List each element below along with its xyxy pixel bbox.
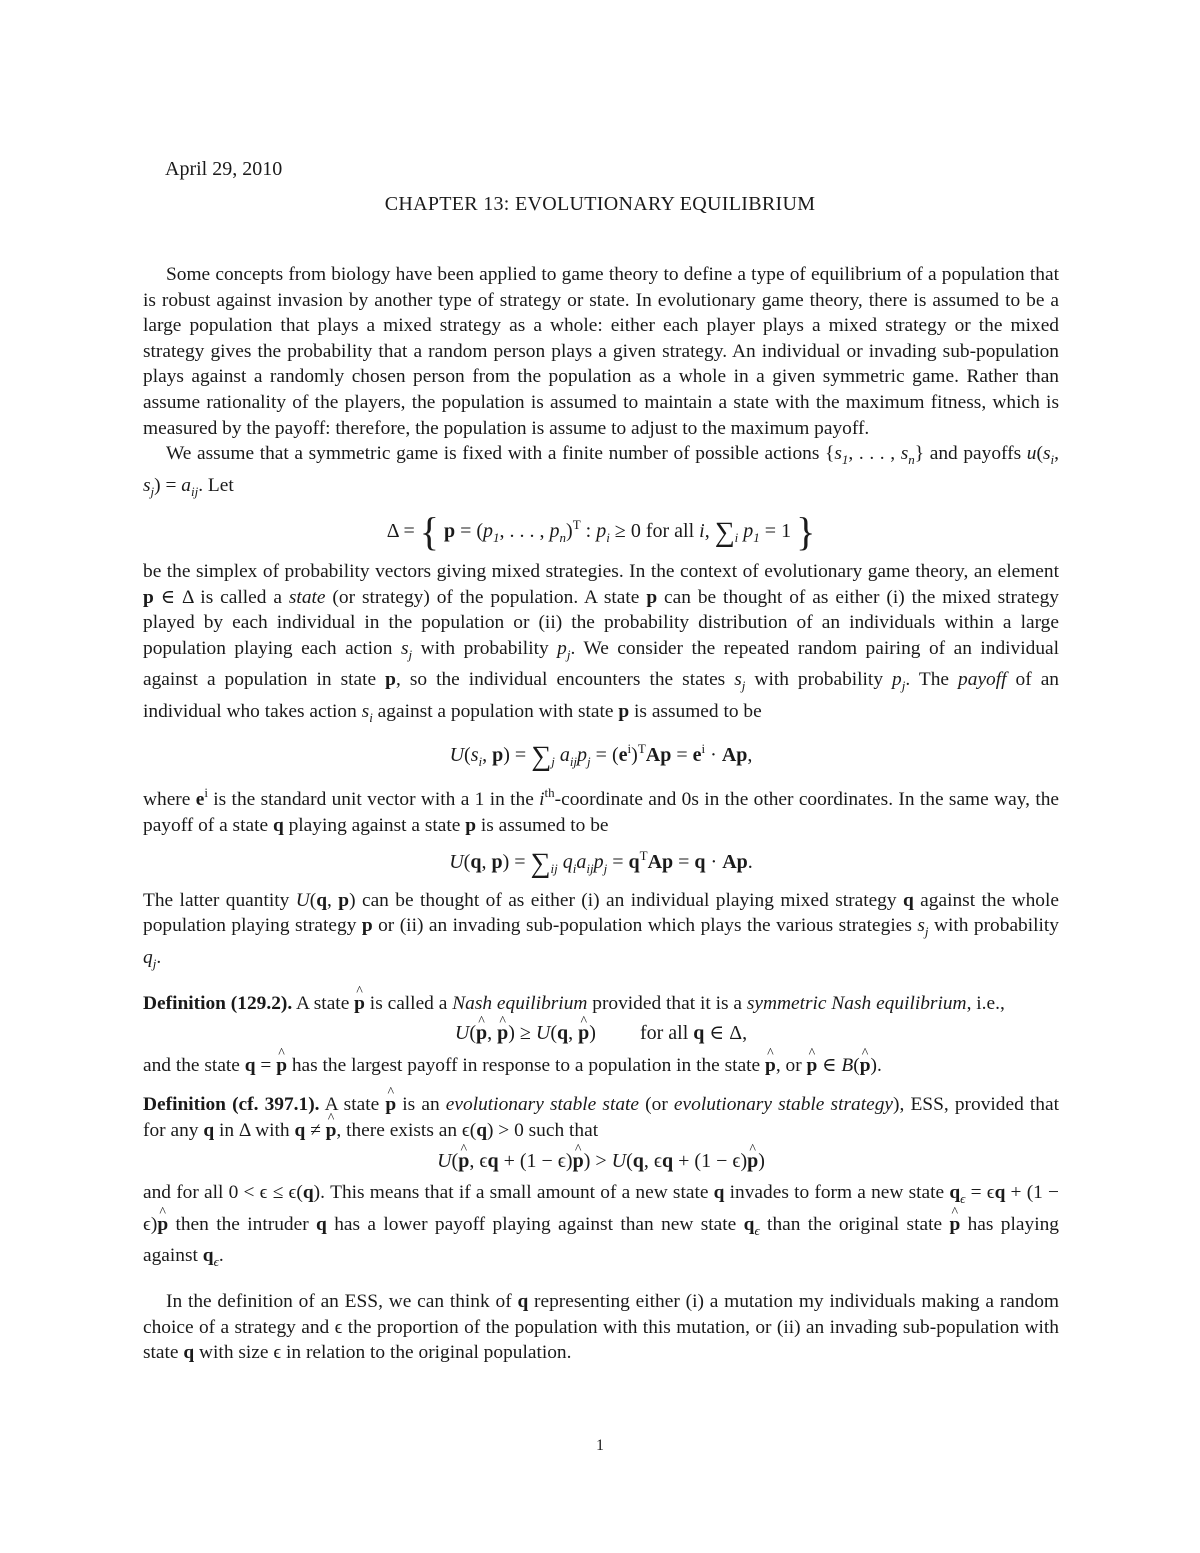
equation-payoff-individual: $U(s_i$, $p) = \sum_j$ $a_{ij}p_j = (e^i)^TAp = e^i \cdot Ap$,: [449, 740, 753, 772]
paragraph-symmetric-game: We assume that a symmetric game is fixed with a finite number of possible actions {$s_1$, . . . , $s_n$} and payoffs $u(s_i$, $s_j) = a_{ij}$. Let: [143, 443, 1059, 499]
document-date: April 29, 2010: [165, 158, 283, 180]
paragraph-unit-vector: where $e^i$ is the standard unit vector with a 1 in the $i^{th}$-coordinate and 0s in the other coordinates. In the same way, the payoff of a state q playing against a state p is assumed to be: [143, 785, 1060, 836]
equation-simplex: Δ = { $p = (p_1$, . . . , $p_n)^T$ : $p_i \ge 0$ for all i, $\sum_i$ $p_1 = 1$ }: [386, 509, 816, 555]
paragraph-latter-quantity: The latter quantity U(q, p) can be thought of as either (i) an individual playing mixed strategy q against the whole population playing strategy p or (ii) an invading sub-population which plays the various strategies $s_j$ with probability $q_j$.: [143, 889, 1059, 972]
equation-ess: U(p ^, ϵq + (1 − ϵ)p ^) > U(q, ϵq + (1 − ϵ)p ^): [143, 1149, 1059, 1175]
paragraph-simplex: be the simplex of probability vectors giving mixed strategies. In the context of evolutionary game theory, an element p ∈ Δ is called a state (or strategy) of the population. A state p can be thought of as either (i) the mixed strategy played by each individual in the population or (ii) the probability distribution of an individuals within a large population playing each action $s_j$ with probability $p_j$. We consider the repeated random pairing of an individual against a population in state p, so the individual encounters the states $s_j$ with probability $p_j$. The payoff of an individual who takes action $s_i$ against a population with state p is assumed to be: [143, 560, 1060, 725]
definition-ess: Definition (cf. 397.1). A state p ^ is an evolutionary stable state (or evolutionary stable strategy), ESS, provided that for any q in Δ with q ≠ p ^, there exists an ϵ(q) > 0 such that: [143, 1092, 1059, 1143]
paragraph-ess-interpretation: In the definition of an ESS, we can think of q representing either (i) a mutation my individuals making a random choice of a strategy and ϵ the proportion of the population with this mutation, or (ii) an invading sub-population with state q with size ϵ in relation to the original population.: [143, 1291, 1059, 1364]
paragraph-ess-meaning: and for all 0 < ϵ ≤ ϵ(q). This means that if a small amount of a new state q invades to form a new state $q_\epsilon = \epsilon q + (1 - \epsilon)p$ ^ then the intruder q has a lower payoff playing against than new state $q_\epsilon$ than the original state p ^ has playing against $q_\epsilon$.: [143, 1180, 1059, 1275]
document-body: [143, 262, 1059, 1366]
definition-nash: Definition (129.2). A state p ^ is called a Nash equilibrium provided that it is a symmetric Nash equilibrium, i.e.,: [143, 991, 1059, 1017]
paragraph-best-response: and the state q = p ^ has the largest payoff in response to a population in the state p ^, or p ^ ∈ B(p ^).: [143, 1053, 1059, 1079]
equation-nash: U(p ^, p ^) ≥ U(q, p ^) for all q ∈ Δ,: [143, 1021, 1059, 1047]
chapter-title: CHAPTER 13: EVOLUTIONARY EQUILIBRIUM: [384, 193, 816, 215]
paragraph-intro: Some concepts from biology have been applied to game theory to define a type of equilibrium of a population that is robust against invasion by another type of strategy or state. In evolutionary game theory, there is assumed to be a large population that plays a mixed strategy as a whole: either each player plays a mixed strategy or the mixed strategy gives the probability that a random person plays a given strategy. An individual or invading sub-population plays against a randomly chosen person from the population as a whole in a given symmetric game. Rather than assume rationality of the players, the population is assumed to maintain a state with the maximum fitness, which is measured by the payoff: therefore, the population is assume to adjust to the maximum payoff.: [143, 264, 1059, 439]
page-number: 1: [596, 1437, 604, 1454]
equation-payoff-state: U(q, $p) = \sum_{ij}$ $q_ia_{ij}p_j = q^TAp = q \cdot Ap$.: [449, 848, 753, 880]
